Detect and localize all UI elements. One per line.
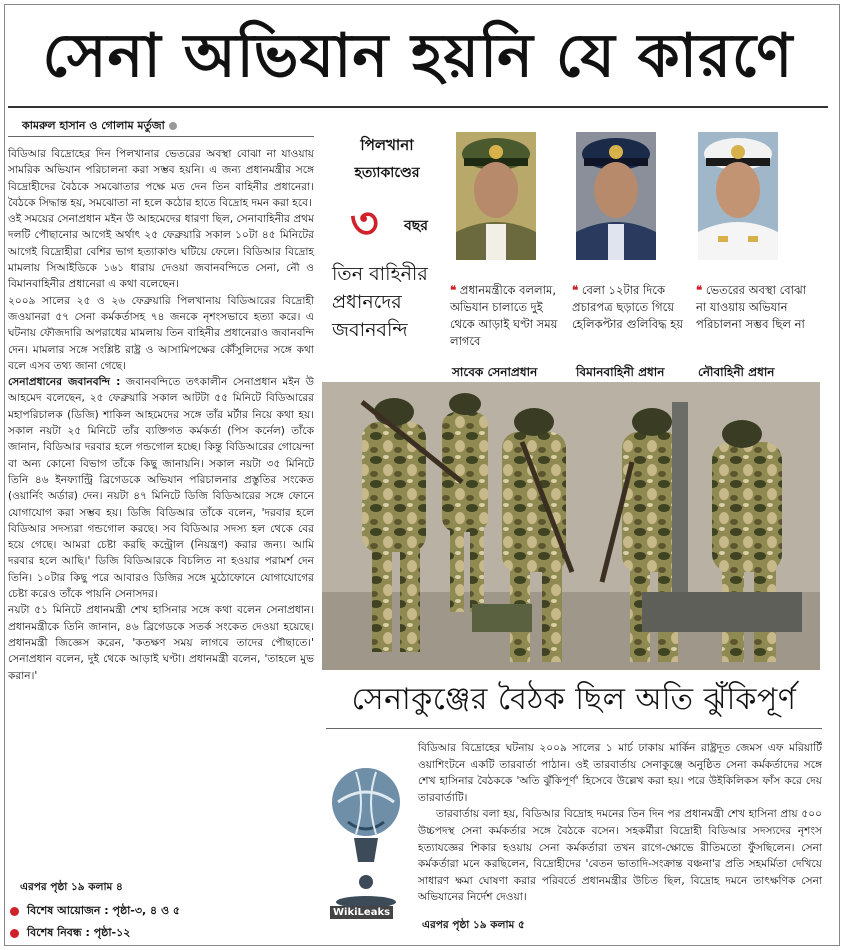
caption-navy: নৌবাহিনী প্রধান (698, 365, 775, 379)
paragraph-4-text: জবানবন্দিতে তৎকালীন সেনাপ্রধান মইন উ আহমেদ বলেছেন, ২৫ ফেব্রুয়ারি সকাল আটটা ৫৫ মিনিটে বিডিআরের মহাপরিচালক (ডিজি) শাকিল আহমেদের সঙ্গে তাঁর মর্টার নিয়ে কথা হয়। সকাল নয়টা ২৫ মিনিটে তাঁর ব্যক্তিগত কর্মকর্তা (পিস কর্নেল) তাঁকে জানান, বিডিআর দরবার হলে গন্ডগোল হচ্ছে। কিন্তু বিডিআরের গোয়েন্দা বা অন্য কোনো বিভাগ তাঁকে কিছু জানায়নি। সকাল নয়টা ৩৫ মিনিটে তিনি ৪৬ ইনফ্যান্ট্রি ব্রিগেডকে অভিযান পরিচালনার প্রস্তুতির সংকেত (ওয়ার্নিং অর্ডার) দেন। নয়টা ৪৭ মিনিটে ডিজি বিডিআরের সঙ্গে ফোনে যোগাযোগ করা সম্ভব হয়। ডিজি বিডিআর তাঁকে বলেন, 'দরবার হলে বিডিআর সদস্যরা গন্ডগোল করছে। সব বিডিআর সদস্য হল থেকে বের হয়ে গেছে। আমরা চেষ্টা করছি কন্ট্রোল (নিয়ন্ত্রণ) করার জন্য। আমি দরবার হলে আছি।' ডিজি বিডিআরকে বিচলিত না হওয়ার পরামর্শ দেন তিনি। ১০টার কিছু পরে আবারও ডিজির সঙ্গে মুঠোফোনে যোগাযোগের চেষ্টা করেও তাঁকে পায়নি সেনাসদর। (8, 376, 314, 601)
page-headline: সেনা অভিযান হয়নি যে কারণে (42, 21, 794, 91)
paragraph-5: নয়টা ৫১ মিনিটে প্রধানমন্ত্রী শেখ হাসিনার সঙ্গে কথা বলেন সেনাপ্রধান। প্রধানমন্ত্রীকে তিনি জানান, ৪৬ ব্রিগেডকে সতর্ক সংকেত দেওয়া হয়েছে। প্রধানমন্ত্রী জিজ্ঞেস করেন, 'কতক্ষণ সময় লাগবে তাদের পৌছাতে।' সেনাপ্রধান বলেন, দুই থেকে আড়াই ঘণ্টা। প্রধানমন্ত্রী বলেন, 'তাহলে মুভ করান।' (8, 604, 314, 682)
caption-army: সাবেক সেনাপ্রধান (452, 365, 538, 379)
secondary-headline-rule (326, 728, 822, 729)
paragraph-3: ২০০৯ সালের ২৫ ও ২৬ ফেব্রুয়ারি পিলখানায় বিডিআরের বিদ্রোহী জওয়ানরা ৫৭ সেনা কর্মকর্তাসহ ৭৪ জনকে নৃশংসভাবে হত্যা করে। এ ঘটনায় ফৌজদারি অপরাধের মামলায় তিন বাহিনীর প্রধানেরাও জবানবন্দি দেন। মামলার সঙ্গে সংশ্লিষ্ট রাষ্ট্র ও আসামিপক্ষের কৌঁসুলিদের সঙ্গে কথা বলে এসব তথ্য জানা গেছে। (8, 294, 314, 372)
byline-rule (8, 136, 314, 137)
logo-line-2: হত্যাকাণ্ডের (354, 165, 420, 181)
secondary-paragraph-2: তারবার্তায় বলা হয়, বিডিআর বিদ্রোহ দমনের তিন দিন পর প্রধানমন্ত্রী শেখ হাসিনা প্রায় ৫০০ উচ্চপদস্থ সেনা কর্মকর্তার সঙ্গে বৈঠকে বসেন। সহকর্মীরা বিদ্রোহী বিডিআর সদস্যদের নৃশংস হত্যাযজ্ঞের শিকার হওয়ায় সেনা কর্মকর্তারা তখন রাগে-ক্ষোভে রীতিমতো ফুঁসছিলেন। সেনা কর্মকর্তারা মনে করছিলেন, বিদ্রোহীদের 'বেতন ভাতাদি-সংক্রান্ত বঞ্চনা'র প্রতি সহমর্মিতা দেখিয়ে সাধারণ ক্ষমা ঘোষণা করার পরিবর্তে প্রধানমন্ত্রীর উচিত ছিল, বিদ্রোহ দমনে তাৎক্ষণিক সেনা অভিযানের নির্দেশ দেওয়া। (418, 808, 822, 904)
caption-airforce: বিমানবাহিনী প্রধান (576, 365, 665, 379)
quote-mark-icon: ❝ (696, 283, 703, 297)
side-title: তিন বাহিনীর প্রধানদের জবানবন্দি (332, 263, 428, 341)
logo-line-1: পিলখানা (360, 136, 414, 154)
red-bullet-icon (10, 907, 19, 916)
airforce-chief-portrait (576, 132, 656, 260)
logo-suffix: বছর (404, 218, 428, 234)
red-bullet-icon (10, 929, 19, 938)
byline-dot-icon (169, 122, 177, 130)
byline-text: কামরুল হাসান ও গোলাম মর্তুজা (22, 119, 165, 132)
byline (22, 117, 177, 136)
paragraph-1: বিডিআর বিদ্রোহের দিন পিলখানার ভেতরের অবস্থা বোঝা না যাওয়ায় সামরিক অভিযান পরিচালনা করা সম্ভব হয়নি। এ জন্য প্রধানমন্ত্রীর সঙ্গে বিদ্রোহীদের বৈঠকে সমঝোতার পক্ষে মত দেন তিন বাহিনীর প্রধানেরা। বৈঠকে সিদ্ধান্ত হয়, সমঝোতা না হলে কঠোর হাতে বিদ্রোহ দমন করা হবে। (8, 148, 314, 209)
continued-notice-2[interactable]: এরপর পৃষ্ঠা ১৯ কলাম ৫ (422, 919, 525, 931)
special-item-2[interactable] (10, 924, 130, 943)
army-chief-portrait (456, 132, 536, 260)
secondary-paragraph-1: বিডিআর বিদ্রোহের ঘটনায় ২০০৯ সালের ১ মার্চ ঢাকায় মার্কিন রাষ্ট্রদূত জেমস এফ মরিয়ার্টি ওয়াশিংটনে একটি তারবার্তা পাঠান। ওই তারবার্তায় সেনাকুঞ্জে অনুষ্ঠিত সেনা কর্মকর্তাদের সঙ্গে শেখ হাসিনার বৈঠককে 'অতি ঝুঁকিপূর্ণ' হিসেবে উল্লেখ করা হয়। পরে উইকিলিকস ফাঁস করে দেয় তারবার্তাটি। (418, 742, 822, 804)
headline-rule (8, 106, 828, 108)
paragraph-4 (8, 374, 314, 602)
wikileaks-label: WikiLeaks (330, 906, 393, 919)
subhead: সেনাপ্রধানের জবানবন্দি : (8, 376, 121, 389)
quote-army (450, 282, 562, 350)
quote-mark-icon: ❝ (572, 283, 579, 297)
soldiers-photo (322, 382, 820, 670)
main-article-column (8, 146, 314, 684)
quote-navy-text: ভেতরের অবস্থা বোঝা না যাওয়ায় অভিযান পরিচালনা সম্ভব ছিল না (696, 283, 807, 331)
special-item-2-text: বিশেষ নিবন্ধ : পৃষ্ঠা-১২ (27, 926, 131, 939)
wikileaks-logo (326, 742, 406, 922)
anniversary-logo (328, 134, 446, 264)
quote-navy (696, 282, 808, 333)
chiefs-panel (322, 120, 820, 382)
special-item-1[interactable] (10, 902, 180, 921)
feature-photo-block (322, 120, 820, 670)
quote-army-text: প্রধানমন্ত্রীকে বললাম, অভিযান চালাতে দুই থেকে আড়াই ঘণ্টা সময় লাগবে (450, 283, 558, 348)
continued-notice[interactable]: এরপর পৃষ্ঠা ১৯ কলাম ৪ (20, 881, 123, 893)
navy-chief-portrait (698, 132, 778, 260)
secondary-article-column (418, 740, 822, 906)
paragraph-2: ওই সময়ের সেনাপ্রধান মইন উ আহমেদের ধারণা ছিল, সেনাবাহিনীর প্রথম দলটি পৌছানোর আগেই অর্থাৎ ২৫ ফেব্রুয়ারি সকাল ১০টা ৪৫ মিনিটের আগেই বিদ্রোহীরা বেশির ভাগ হত্যাকাণ্ড ঘটিয়ে ফেলে। বিডিআর বিদ্রোহ মামলায় সিআইডিকে ১৬১ ধারায় দেওয়া জবানবন্দিতে সেনা, নৌ ও বিমানবাহিনীর প্রধানেরা এ কথা বলেছেন। (8, 213, 314, 291)
quote-mark-icon: ❝ (450, 283, 457, 297)
logo-number: ৩ (350, 198, 379, 249)
special-item-1-text: বিশেষ আয়োজন : পৃষ্ঠা-৩, ৪ ও ৫ (27, 904, 181, 917)
secondary-headline: সেনাকুঞ্জের বৈঠক ছিল অতি ঝুঁকিপূর্ণ (351, 682, 797, 717)
quote-airforce-text: বেলা ১২টার দিকে প্রচারপত্র ছড়াতে গিয়ে হেলিকপ্টার গুলিবিদ্ধ হয় (572, 283, 684, 331)
quote-airforce (572, 282, 684, 333)
